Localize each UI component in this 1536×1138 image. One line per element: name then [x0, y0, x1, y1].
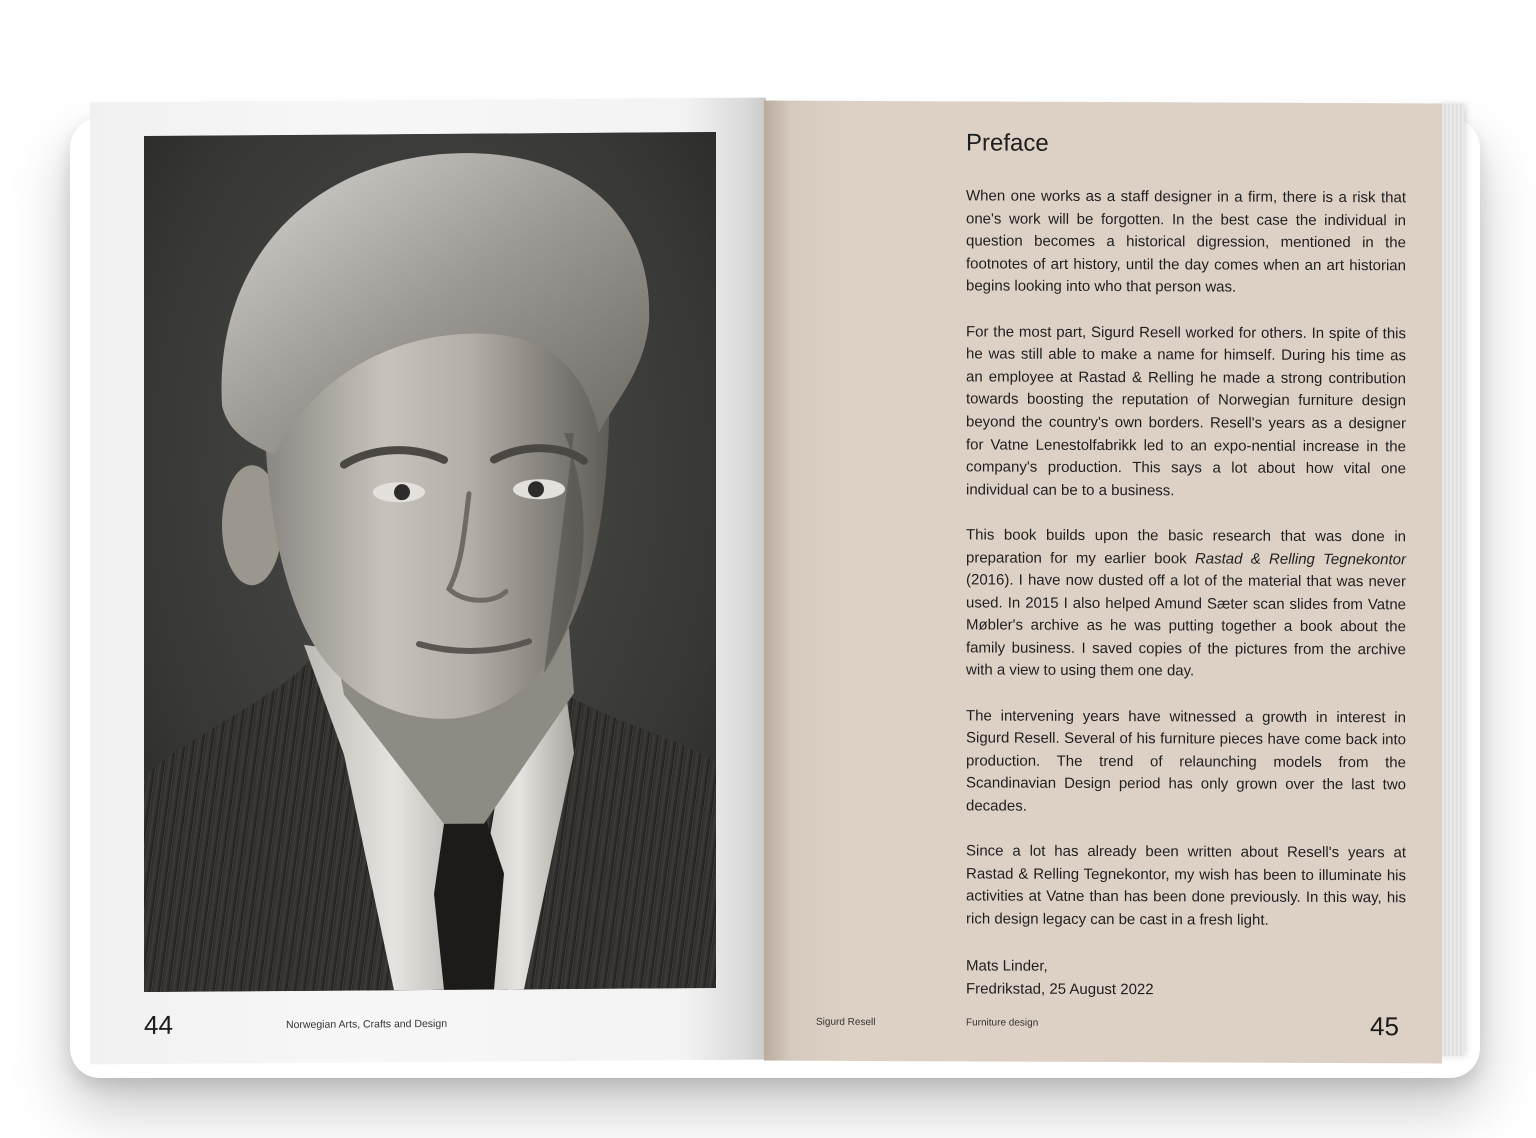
preface-heading: Preface	[966, 129, 1049, 157]
book-title-italic: Rastad & Relling Tegnekontor	[1194, 549, 1406, 568]
paragraph-3-after: (2016). I have now dusted off a lot of the material that was never used. In 2015 I also helped Amund Sæter scan slides from Vatne Møbler's archive as he was putting together a book about the family business. I saved copies of the pictures from the archive with a view to using them one day.	[966, 571, 1406, 680]
preface-body	[966, 185, 1406, 955]
preface-paragraph-2: For the most part, Sigurd Resell worked for others. In spite of this he was still able to make a name for himself. During his time as an employee at Rastad & Relling he made a strong contribution towards boosting the reputation of Norwegian furniture design beyond the country's own borders. Resell's years as a designer for Vatne Lenestolfabrikk led to an expo-nential increase in the company's production. This says a lot about how vital one individual can be to a business.	[966, 322, 1406, 500]
signature-name: Mats Linder,	[966, 957, 1048, 975]
paragraph-3-before: This book builds upon the basic research that was done in preparation for my earlier book	[966, 526, 1406, 567]
preface-paragraph-3	[966, 524, 1406, 684]
right-page	[764, 101, 1442, 1064]
portrait-photo	[144, 132, 716, 992]
signature-block	[966, 955, 1154, 1001]
signature-place-date: Fredrikstad, 25 August 2022	[966, 979, 1154, 998]
preface-paragraph-4: The intervening years have witnessed a growth in interest in Sigurd Resell. Several of his furniture pieces have come back into production. The trend of relaunching models from the Scandinavian Design period has only grown over the last two decades.	[966, 707, 1406, 815]
preface-paragraph-1: When one works as a staff designer in a firm, there is a risk that one's work will be forgotten. In the best case the individual in question becomes a historical digression, mentioned in the footnotes of art history, until the day comes when an art historian begins looking into who that person was.	[966, 187, 1406, 296]
left-page	[90, 98, 766, 1065]
right-page-number: 45	[1370, 1011, 1399, 1042]
running-author: Sigurd Resell	[816, 1016, 876, 1029]
left-running-title: Norwegian Arts, Crafts and Design	[286, 1017, 448, 1031]
preface-paragraph-5: Since a lot has already been written about Resell's years at Rastad & Relling Tegnekontor, my wish has been to illuminate his activities at Vatne than has been done previously. In this way, his rich design legacy can be cast in a fresh light.	[966, 842, 1406, 929]
left-page-number: 44	[144, 1009, 173, 1040]
running-section: Furniture design	[966, 1017, 1039, 1029]
